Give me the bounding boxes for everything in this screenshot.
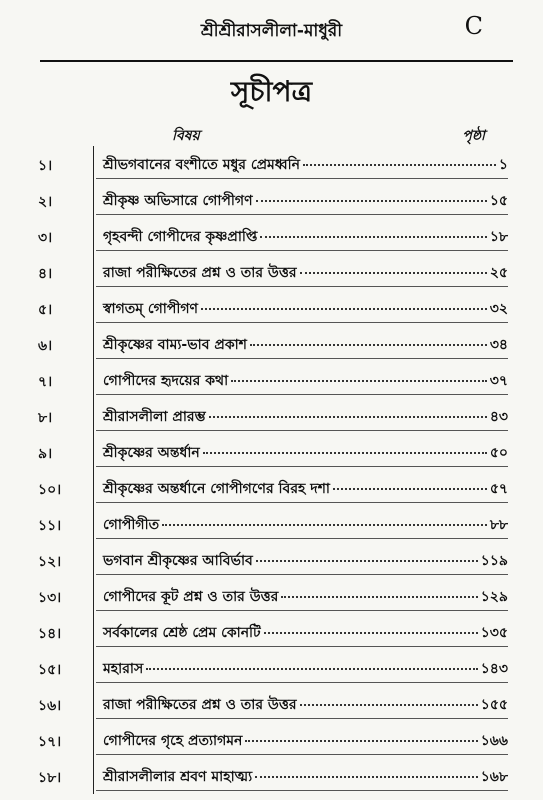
dot-leader [300, 704, 478, 706]
toc-entry [103, 297, 508, 321]
toc-row [0, 362, 543, 398]
toc-entry-number: ৫। [38, 302, 53, 318]
toc-row [0, 326, 543, 362]
dot-leader [300, 272, 487, 274]
toc-entry-title: রাজা পরীক্ষিতের প্রশ্ন ও তার উত্তর [103, 697, 297, 713]
row-underline [96, 250, 508, 251]
dot-leader [281, 596, 477, 598]
toc-entry-title: সর্বকালের শ্রেষ্ঠ প্রেম কোনটি [103, 625, 261, 641]
toc-list [0, 146, 543, 794]
row-underline [96, 610, 508, 611]
toc-entry [103, 405, 508, 429]
row-underline [96, 790, 508, 791]
row-underline [96, 286, 508, 287]
toc-row [0, 434, 543, 470]
row-divider [93, 326, 94, 362]
toc-entry-page: ১৬৮ [480, 769, 508, 785]
row-underline [96, 574, 508, 575]
toc-entry [103, 189, 508, 213]
toc-entry [103, 693, 508, 717]
toc-entry-page: ৮৮ [489, 517, 508, 533]
subject-column-heading: বিষয় [172, 128, 200, 144]
page-header [0, 0, 543, 66]
toc-entry [103, 225, 508, 249]
toc-entry-number: ১। [38, 158, 53, 174]
dot-leader [255, 776, 478, 778]
row-divider [93, 686, 94, 722]
toc-entry-number: ১৩। [38, 590, 62, 606]
toc-entry-title: গোপীদের হৃদয়ের কথা [103, 373, 229, 389]
toc-entry-number: ১০। [38, 482, 62, 498]
toc-entry-title: শ্রীকৃষ্ণের অন্তর্ধানে গোপীগণের বিরহ দশা [103, 481, 330, 497]
toc-entry-title: রাজা পরীক্ষিতের প্রশ্ন ও তার উত্তর [103, 265, 297, 281]
toc-entry-number: ১৪। [38, 626, 62, 642]
toc-entry-page: ১২৯ [480, 589, 508, 605]
row-underline [96, 538, 508, 539]
dot-leader [333, 488, 487, 490]
toc-row [0, 686, 543, 722]
toc-entry [103, 153, 508, 177]
toc-entry-page: ১ [498, 157, 508, 173]
toc-entry-number: ১৫। [38, 662, 62, 678]
header-rule [40, 60, 513, 62]
row-divider [93, 506, 94, 542]
row-underline [96, 502, 508, 503]
toc-entry-number: ৬। [38, 338, 53, 354]
row-divider [93, 254, 94, 290]
row-underline [96, 394, 508, 395]
row-divider [93, 470, 94, 506]
toc-entry [103, 729, 508, 753]
toc-row [0, 650, 543, 686]
toc-entry [103, 369, 508, 393]
toc-entry-page: ১৩৫ [480, 625, 508, 641]
toc-row [0, 218, 543, 254]
toc-row [0, 398, 543, 434]
row-divider [93, 650, 94, 686]
row-underline [96, 466, 508, 467]
dot-leader [260, 236, 486, 238]
toc-entry [103, 477, 508, 501]
toc-entry-page: ১৮ [489, 229, 508, 245]
toc-entry-page: ৪৩ [489, 409, 508, 425]
toc-entry-page: ১৫৫ [480, 697, 508, 713]
toc-entry-title: গৃহবন্দী গোপীদের কৃষ্ণপ্রাপ্তি [103, 229, 258, 245]
page-letter: C [464, 12, 483, 40]
row-underline [96, 214, 508, 215]
row-divider [93, 218, 94, 254]
row-underline [96, 682, 508, 683]
row-divider [93, 290, 94, 326]
toc-entry-title: ভগবান শ্রীকৃষ্ণের আবির্ভাব [103, 553, 253, 569]
toc-row [0, 758, 543, 794]
toc-entry-page: ৩২ [489, 301, 508, 317]
toc-entry [103, 585, 508, 609]
toc-entry-page: ২৫ [489, 265, 508, 281]
toc-entry-number: ৪। [38, 266, 53, 282]
dot-leader [250, 344, 487, 346]
toc-entry-page: ৩৪ [489, 337, 508, 353]
toc-entry-title: গোপীদের গৃহে প্রত্যাগমন [103, 733, 243, 749]
toc-row [0, 614, 543, 650]
row-underline [96, 322, 508, 323]
row-divider [93, 614, 94, 650]
dot-leader [256, 200, 487, 202]
toc-entry-page: ৩৭ [489, 373, 508, 389]
toc-row [0, 182, 543, 218]
toc-entry-title: শ্রীকৃষ্ণ অভিসারে গোপীগণ [103, 193, 253, 209]
row-divider [93, 146, 94, 182]
toc-entry-page: ১৪৩ [480, 661, 508, 677]
toc-entry-number: ১৬। [38, 698, 62, 714]
toc-entry-page: ৫৭ [489, 481, 508, 497]
toc-row [0, 578, 543, 614]
dot-leader [303, 164, 496, 166]
toc-entry-page: ১৫ [489, 193, 508, 209]
toc-entry-number: ৯। [38, 446, 53, 462]
row-underline [96, 646, 508, 647]
row-underline [96, 718, 508, 719]
dot-leader [201, 308, 487, 310]
row-divider [93, 182, 94, 218]
toc-entry-title: শ্রীকৃষ্ণের অন্তর্ধান [103, 445, 200, 461]
dot-leader [209, 416, 487, 418]
toc-entry [103, 657, 508, 681]
row-divider [93, 578, 94, 614]
row-underline [96, 430, 508, 431]
toc-entry-title: শ্রীরাসলীলা প্রারম্ভ [103, 409, 206, 425]
row-divider [93, 362, 94, 398]
toc-entry [103, 513, 508, 537]
toc-entry-title: শ্রীকৃষ্ণের বাম্য-ভাব প্রকাশ [103, 337, 247, 353]
toc-entry [103, 441, 508, 465]
toc-entry-title: স্বাগতম্ গোপীগণ [103, 301, 198, 317]
toc-entry-number: ৮। [38, 410, 53, 426]
row-underline [96, 178, 508, 179]
dot-leader [203, 452, 487, 454]
toc-row [0, 506, 543, 542]
toc-entry-title: শ্রীভগবানের বংশীতে মধুর প্রেমধ্বনি [103, 157, 301, 173]
toc-entry-title: মহারাস [103, 661, 144, 677]
toc-entry [103, 621, 508, 645]
toc-entry-page: ৫০ [489, 445, 508, 461]
row-underline [96, 754, 508, 755]
toc-row [0, 470, 543, 506]
dot-leader [256, 560, 478, 562]
toc-entry-title: গোপীগীত [103, 517, 160, 533]
row-underline [96, 358, 508, 359]
toc-row [0, 542, 543, 578]
toc-entry-title: গোপীদের কূট প্রশ্ন ও তার উত্তর [103, 589, 279, 605]
toc-entry-number: ৭। [38, 374, 53, 390]
toc-entry-title: শ্রীরাসলীলার শ্রবণ মাহাত্ম্য [103, 769, 253, 785]
toc-entry [103, 333, 508, 357]
dot-leader [162, 524, 487, 526]
dot-leader [146, 668, 478, 670]
row-divider [93, 398, 94, 434]
dot-leader [231, 380, 487, 382]
row-divider [93, 758, 94, 794]
dot-leader [264, 632, 478, 634]
toc-row [0, 146, 543, 182]
toc-title: সূচীপত্র [230, 75, 313, 108]
toc-row [0, 254, 543, 290]
toc-entry-number: ২। [38, 194, 53, 210]
toc-row [0, 722, 543, 758]
toc-entry-number: ১২। [38, 554, 62, 570]
toc-entry-number: ৩। [38, 230, 53, 246]
toc-entry [103, 765, 508, 789]
row-divider [93, 434, 94, 470]
toc-entry-page: ১৬৬ [480, 733, 508, 749]
toc-entry [103, 261, 508, 285]
toc-entry [103, 549, 508, 573]
row-divider [93, 722, 94, 758]
row-divider [93, 542, 94, 578]
running-title: শ্রীশ্রীরাসলীলা-মাধুরী [200, 21, 343, 41]
page-column-heading: পৃষ্ঠা [462, 128, 485, 144]
toc-entry-number: ১৮। [38, 770, 62, 786]
toc-row [0, 290, 543, 326]
toc-entry-page: ১১৯ [480, 553, 508, 569]
toc-entry-number: ১৭। [38, 734, 62, 750]
dot-leader [245, 740, 477, 742]
toc-entry-number: ১১। [38, 518, 62, 534]
